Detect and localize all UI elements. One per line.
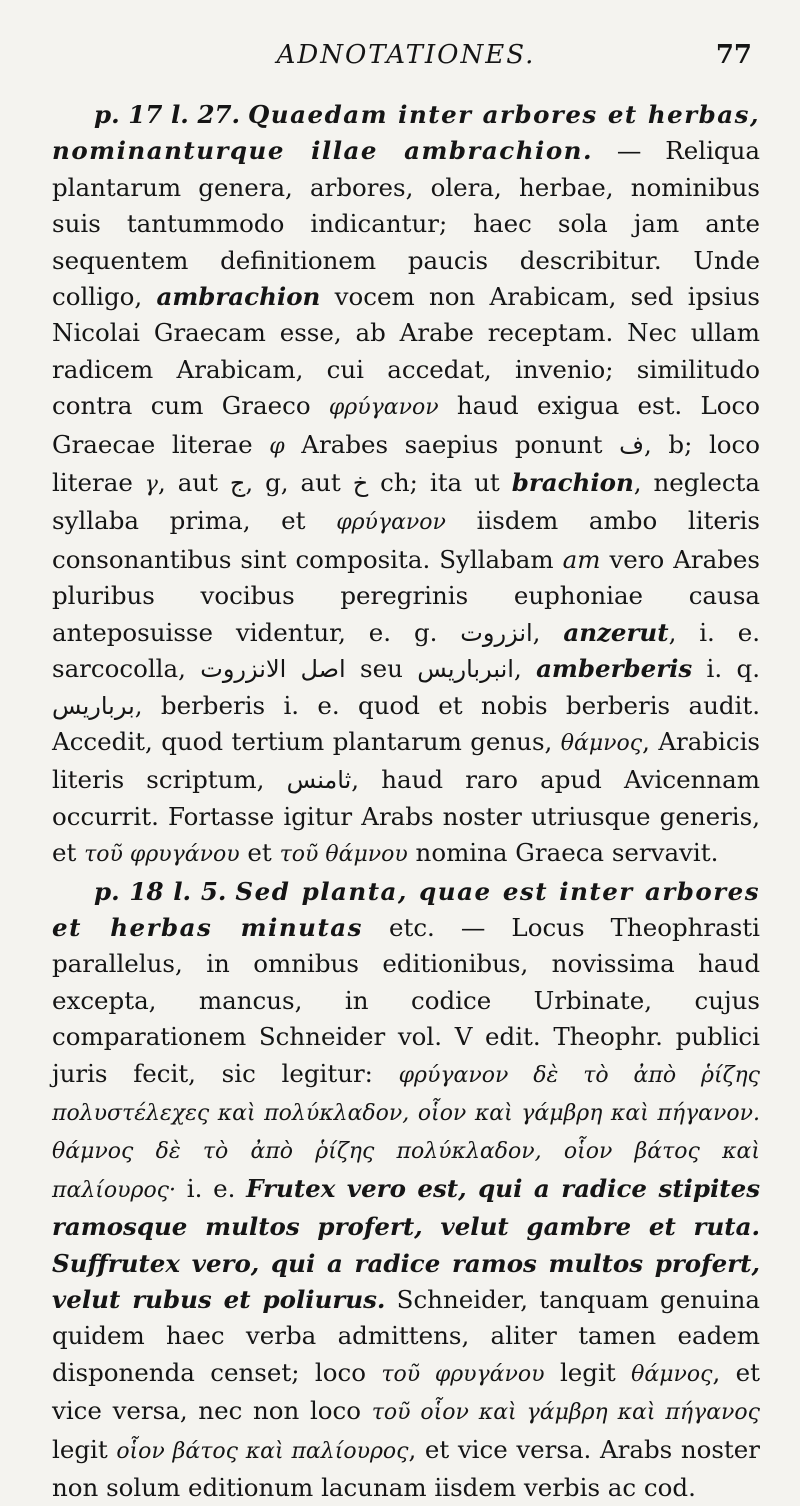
- note-lemma: Quaedam inter arbores et herbas, nominanturque illae ambrachion.: [52, 100, 761, 166]
- note-reference: p. 17 l. 27.: [94, 100, 241, 129]
- text-run: legit: [52, 1434, 117, 1464]
- text-run: , et vice versa. Arabs noster non solum editionum lacunam iisdem verbis ac cod.: [52, 1434, 760, 1503]
- greek-word: τοῦ θάμνου: [279, 842, 408, 868]
- arabic-word: ثامنس: [286, 766, 352, 795]
- latin-translation: Frutex vero est, qui a radice stipites ramosque multos profert, velut gambre et ruta. Suffrutex vero, qui a radice ramos multos profert, velut rubus et poliurus.: [52, 1173, 760, 1314]
- text-run: , b; loco literae: [52, 429, 760, 498]
- text-run: , aut: [157, 468, 230, 498]
- greek-word: θάμνος: [631, 1361, 713, 1387]
- greek-letter: γ: [144, 472, 158, 498]
- page-header: [52, 40, 760, 80]
- greek-letter: φ: [269, 433, 285, 459]
- text-run: , berberis i. e. quod et nobis berberis audit. Accedit, quod tertium plantarum genus,: [52, 690, 760, 756]
- text-run: , et vice versa, nec non loco: [52, 1357, 760, 1426]
- body-text: [52, 97, 760, 1506]
- arabic-word: انبرباريس: [417, 655, 514, 684]
- text-run: etc. — Locus Theophrasti parallelus, in omnibus editionibus, novissima haud excepta, mancus, in codice Urbinate, cujus comparationem Schneider vol. V edit. Theophr. publici juris fecit, sic legitur:: [52, 912, 760, 1088]
- greek-word: φρύγανον: [328, 395, 439, 421]
- arabic-word: انزروت: [460, 618, 533, 647]
- greek-word: τοῦ φρυγάνου: [84, 842, 240, 868]
- latin-term: amberberis: [536, 654, 693, 684]
- greek-word: τοῦ οἷον καὶ γάμβρη καὶ πήγανος: [371, 1400, 760, 1426]
- latin-term: brachion: [511, 468, 634, 498]
- greek-word: τοῦ φρυγάνου: [381, 1361, 545, 1387]
- arabic-word: برباريس: [52, 691, 135, 720]
- arabic-word: اصل الانزروت: [200, 655, 346, 684]
- arabic-letter: ج: [229, 469, 246, 498]
- text-run: et: [239, 838, 280, 868]
- note-reference: p. 18 l. 5.: [94, 876, 227, 906]
- latin-term: ambrachion: [156, 282, 321, 312]
- text-run: Schneider, tanquam genuina quidem haec verba admittens, aliter tamen eadem disponenda censet; loco: [52, 1285, 760, 1387]
- text-run: haud exigua est. Loco Graecae literae: [52, 391, 761, 459]
- latin-term: am: [562, 544, 601, 574]
- note-lemma: Sed planta, quae est inter arbores et herbas minutas: [52, 876, 760, 942]
- arabic-letter: خ: [352, 469, 369, 498]
- text-run: nomina Graeca servavit.: [407, 838, 719, 868]
- greek-word: οἷον βάτος καὶ παλίουρος: [116, 1438, 409, 1464]
- text-run: , g, aut: [245, 468, 353, 498]
- arabic-letter: ﻑ: [619, 430, 644, 459]
- text-run: ,: [532, 617, 564, 647]
- text-run: legit: [544, 1357, 632, 1387]
- text-run: iisdem ambo literis consonantibus sint composita. Syllabam: [52, 506, 760, 574]
- text-run: vocem non Arabicam, sed ipsius Nicolai Graecam esse, ab Arabe receptam. Nec ullam radicem Arabicam, cui accedat, invenio; similitudo contra cum Graeco: [52, 282, 760, 421]
- latin-term: anzerut: [563, 617, 669, 647]
- text-run: — Reliqua plantarum genera, arbores, olera, herbae, nominibus suis tantummodo indicantur; haec sola jam ante sequentem definitionem paucis describitur. Unde colligo,: [52, 136, 760, 312]
- text-run: , haud raro apud Avicennam occurrit. Fortasse igitur Arabs noster utriusque generis, et: [52, 765, 760, 868]
- note-paragraph: [52, 97, 760, 874]
- running-head: ADNOTATIONES.: [276, 40, 536, 70]
- text-run: , neglecta syllaba prima, et: [52, 468, 761, 536]
- text-run: , Arabicis literis scriptum,: [52, 726, 760, 795]
- text-run: i. q.: [692, 654, 760, 684]
- page-number: 77: [715, 40, 752, 70]
- greek-word: θάμνος: [560, 730, 643, 756]
- note-paragraph: [52, 874, 760, 1506]
- text-run: ch; ita ut: [368, 468, 512, 498]
- text-run: , i. e. sarcocolla,: [52, 617, 760, 684]
- greek-word: φρύγανον: [336, 510, 446, 536]
- text-run: i. e.: [176, 1173, 247, 1203]
- text-run: Arabes saepius ponunt: [284, 429, 620, 459]
- text-run: seu: [345, 654, 418, 684]
- text-run: vero Arabes pluribus vocibus peregrinis euphoniae causa anteposuisse videntur, e. g.: [52, 544, 760, 647]
- text-run: ,: [513, 654, 537, 684]
- greek-quotation: φρύγανον δὲ τὸ ἀπὸ ῥίζης πολυστέλεχες καὶ πολύκλαδον, οἷον καὶ γάμβρη καὶ πήγανον. θάμνος δὲ τὸ ἀπὸ ῥίζης πολύκλαδον, οἷον βάτος καὶ παλίουρος·: [52, 1062, 760, 1203]
